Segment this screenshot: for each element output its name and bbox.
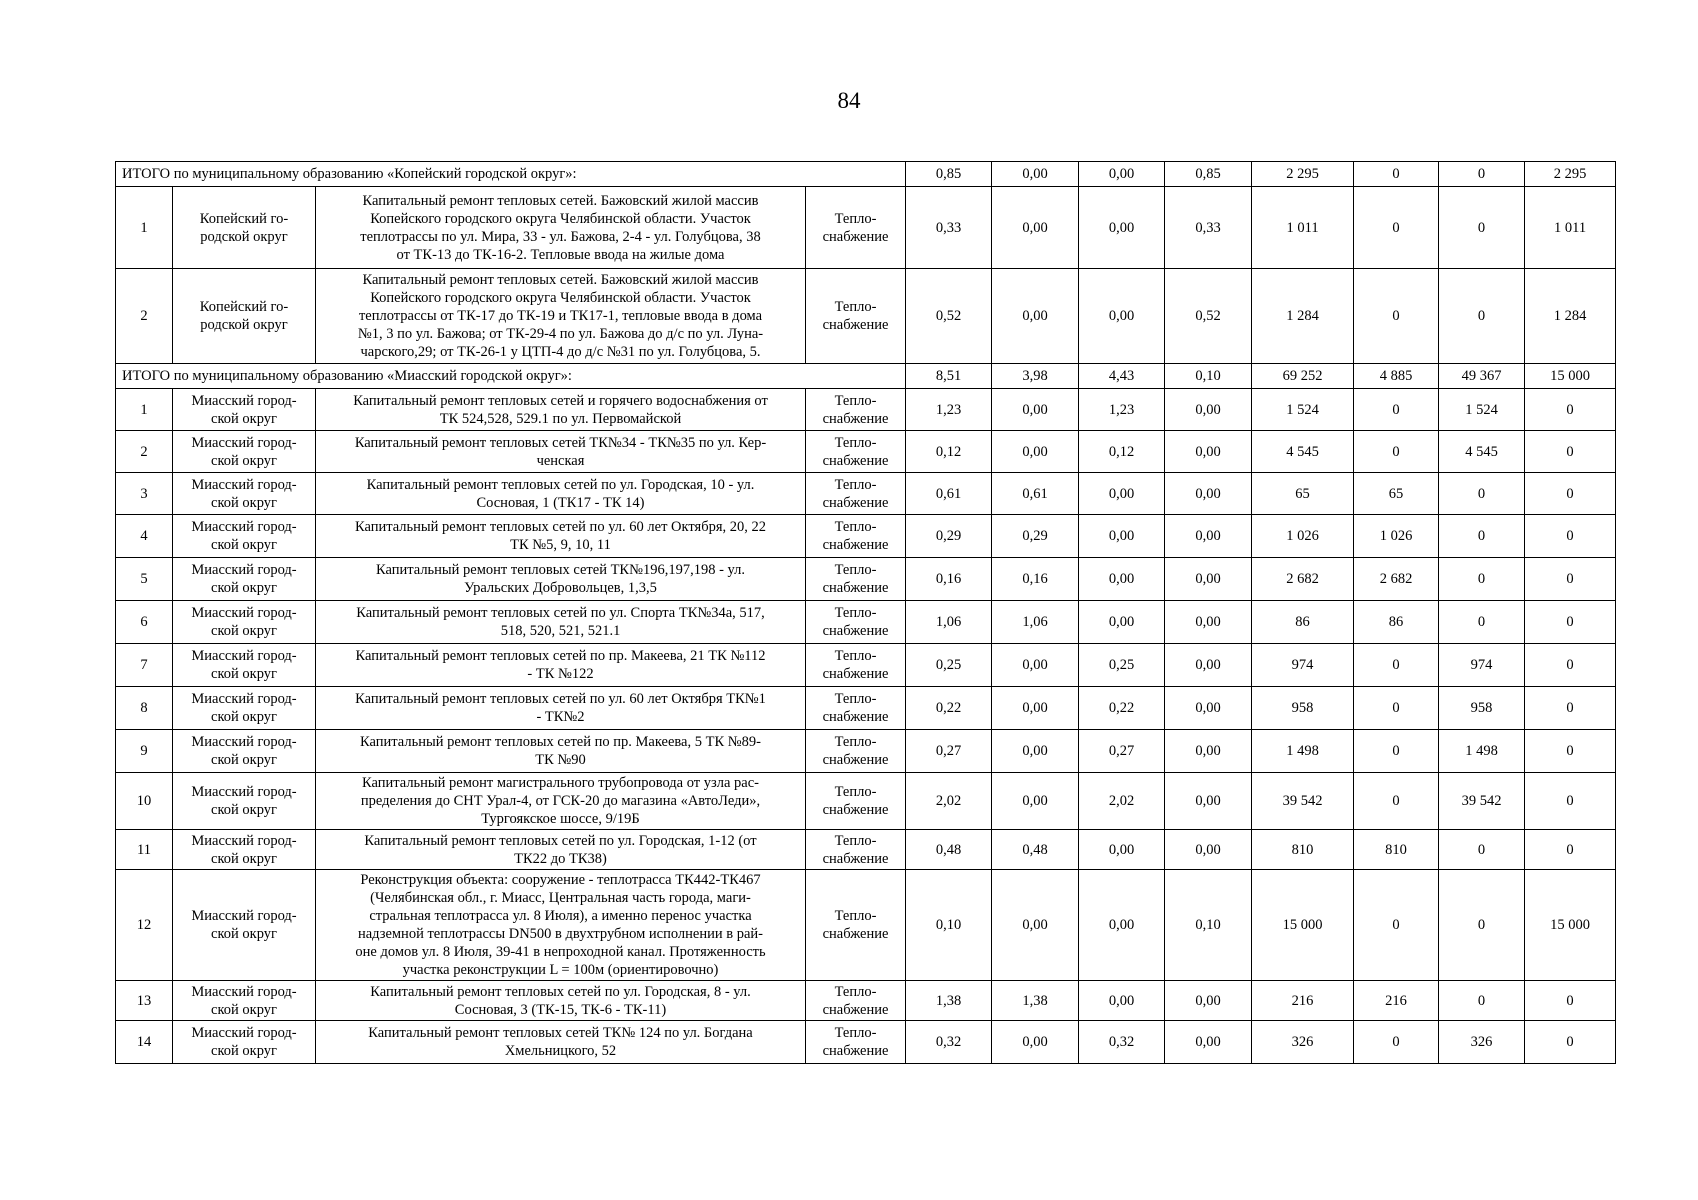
value-cell: 0 xyxy=(1439,870,1525,981)
value-cell: 0 xyxy=(1525,981,1616,1021)
value-cell: 0 xyxy=(1354,773,1439,830)
municipality-cell: Миасский город- ской округ xyxy=(173,870,316,981)
table-row xyxy=(116,515,1616,558)
value-cell: 0 xyxy=(1525,601,1616,644)
type-cell: Тепло- снабжение xyxy=(806,730,906,773)
municipality-cell: Копейский го- родской округ xyxy=(173,269,316,364)
value-cell: 0,00 xyxy=(992,644,1079,687)
row-number-cell: 10 xyxy=(116,773,173,830)
description-cell: Капитальный ремонт тепловых сетей ТК№34 - ТК№35 по ул. Кер- ченская xyxy=(316,431,806,473)
row-number-cell: 7 xyxy=(116,644,173,687)
value-cell: 0,00 xyxy=(1079,558,1165,601)
description-cell: Капитальный ремонт тепловых сетей по ул. Городская, 10 - ул. Сосновая, 1 (ТК17 - ТК 14) xyxy=(316,473,806,515)
value-cell: 0 xyxy=(1354,389,1439,431)
municipality-cell: Миасский город- ской округ xyxy=(173,558,316,601)
value-cell: 0 xyxy=(1354,1021,1439,1064)
value-cell: 0 xyxy=(1354,644,1439,687)
value-cell: 0,10 xyxy=(906,870,992,981)
municipality-cell: Копейский го- родской округ xyxy=(173,187,316,269)
value-cell: 0 xyxy=(1525,773,1616,830)
value-cell: 1 524 xyxy=(1439,389,1525,431)
table-row xyxy=(116,269,1616,364)
table-row xyxy=(116,870,1616,981)
municipality-cell: Миасский город- ской округ xyxy=(173,515,316,558)
value-cell: 0 xyxy=(1525,830,1616,870)
value-cell: 0,61 xyxy=(992,473,1079,515)
row-number-cell: 1 xyxy=(116,389,173,431)
value-cell: 4 545 xyxy=(1252,431,1354,473)
municipality-cell: Миасский город- ской округ xyxy=(173,389,316,431)
value-cell: 0 xyxy=(1354,870,1439,981)
total-value-cell: 49 367 xyxy=(1439,364,1525,389)
total-value-cell: 0,85 xyxy=(1165,162,1252,187)
value-cell: 0 xyxy=(1525,431,1616,473)
value-cell: 0,00 xyxy=(1079,515,1165,558)
value-cell: 216 xyxy=(1354,981,1439,1021)
value-cell: 958 xyxy=(1252,687,1354,730)
value-cell: 65 xyxy=(1354,473,1439,515)
municipality-cell: Миасский город- ской округ xyxy=(173,1021,316,1064)
value-cell: 958 xyxy=(1439,687,1525,730)
municipality-cell: Миасский город- ской округ xyxy=(173,601,316,644)
value-cell: 0,48 xyxy=(992,830,1079,870)
value-cell: 15 000 xyxy=(1252,870,1354,981)
value-cell: 0,00 xyxy=(1079,981,1165,1021)
type-cell: Тепло- снабжение xyxy=(806,558,906,601)
value-cell: 0,00 xyxy=(1165,431,1252,473)
value-cell: 1 284 xyxy=(1525,269,1616,364)
description-cell: Капитальный ремонт тепловых сетей ТК№ 124 по ул. Богдана Хмельницкого, 52 xyxy=(316,1021,806,1064)
row-number-cell: 1 xyxy=(116,187,173,269)
total-row xyxy=(116,364,1616,389)
value-cell: 1,06 xyxy=(906,601,992,644)
total-label: ИТОГО по муниципальному образованию «Миасский городской округ»: xyxy=(116,364,906,389)
value-cell: 4 545 xyxy=(1439,431,1525,473)
value-cell: 0,00 xyxy=(1079,830,1165,870)
description-cell: Капитальный ремонт тепловых сетей. Бажовский жилой массив Копейского городского округа Челябинской области. Участок теплотрассы по ул. Мира, 33 - ул. Бажова, 2-4 - ул. Голубцова, 38 от ТК-13 до ТК-16-2. Тепловые ввода на жилые дома xyxy=(316,187,806,269)
value-cell: 0,32 xyxy=(1079,1021,1165,1064)
value-cell: 1 026 xyxy=(1354,515,1439,558)
table-row xyxy=(116,1021,1616,1064)
total-value-cell: 4,43 xyxy=(1079,364,1165,389)
table-row xyxy=(116,431,1616,473)
row-number-cell: 6 xyxy=(116,601,173,644)
description-cell: Капитальный ремонт тепловых сетей ТК№196,197,198 - ул. Уральских Добровольцев, 1,3,5 xyxy=(316,558,806,601)
value-cell: 0 xyxy=(1525,730,1616,773)
value-cell: 1 524 xyxy=(1252,389,1354,431)
value-cell: 0,00 xyxy=(992,431,1079,473)
total-value-cell: 69 252 xyxy=(1252,364,1354,389)
value-cell: 0,27 xyxy=(906,730,992,773)
value-cell: 0,48 xyxy=(906,830,992,870)
total-value-cell: 0 xyxy=(1354,162,1439,187)
value-cell: 0 xyxy=(1525,1021,1616,1064)
value-cell: 974 xyxy=(1439,644,1525,687)
row-number-cell: 3 xyxy=(116,473,173,515)
total-value-cell: 2 295 xyxy=(1252,162,1354,187)
value-cell: 0,00 xyxy=(1165,981,1252,1021)
table-row xyxy=(116,773,1616,830)
type-cell: Тепло- снабжение xyxy=(806,187,906,269)
value-cell: 0,00 xyxy=(1165,687,1252,730)
municipality-cell: Миасский город- ской округ xyxy=(173,730,316,773)
value-cell: 0,25 xyxy=(1079,644,1165,687)
value-cell: 0,00 xyxy=(992,870,1079,981)
value-cell: 0,00 xyxy=(992,687,1079,730)
description-cell: Капитальный ремонт магистрального трубопровода от узла рас- пределения до СНТ Урал-4, от ГСК-20 до магазина «АвтоЛеди», Тургоякское шоссе, 9/19Б xyxy=(316,773,806,830)
value-cell: 326 xyxy=(1252,1021,1354,1064)
value-cell: 39 542 xyxy=(1252,773,1354,830)
value-cell: 0,25 xyxy=(906,644,992,687)
table-row xyxy=(116,981,1616,1021)
value-cell: 0,00 xyxy=(1165,601,1252,644)
value-cell: 0,00 xyxy=(1165,830,1252,870)
value-cell: 0,29 xyxy=(992,515,1079,558)
value-cell: 1 011 xyxy=(1525,187,1616,269)
value-cell: 0,22 xyxy=(1079,687,1165,730)
value-cell: 0,00 xyxy=(1165,773,1252,830)
description-cell: Реконструкция объекта: сооружение - теплотрасса ТК442-ТК467 (Челябинская обл., г. Миасс, Центральная часть города, маги- стральная теплотрасса ул. 8 Июля), а именно перенос участка надземной теплотрассы DN500 в двухтрубном исполнении в рай- оне домов ул. 8 Июля, 39-41 в непроходной канал. Протяженность участка реконструкции L = 100м (ориентировочно) xyxy=(316,870,806,981)
value-cell: 0 xyxy=(1525,558,1616,601)
municipality-cell: Миасский город- ской округ xyxy=(173,644,316,687)
value-cell: 1 498 xyxy=(1439,730,1525,773)
total-label: ИТОГО по муниципальному образованию «Копейский городской округ»: xyxy=(116,162,906,187)
row-number-cell: 12 xyxy=(116,870,173,981)
value-cell: 2,02 xyxy=(906,773,992,830)
type-cell: Тепло- снабжение xyxy=(806,773,906,830)
type-cell: Тепло- снабжение xyxy=(806,830,906,870)
value-cell: 0,52 xyxy=(906,269,992,364)
value-cell: 86 xyxy=(1252,601,1354,644)
type-cell: Тепло- снабжение xyxy=(806,389,906,431)
row-number-cell: 2 xyxy=(116,269,173,364)
row-number-cell: 9 xyxy=(116,730,173,773)
value-cell: 0 xyxy=(1439,269,1525,364)
value-cell: 0,32 xyxy=(906,1021,992,1064)
value-cell: 65 xyxy=(1252,473,1354,515)
value-cell: 1,06 xyxy=(992,601,1079,644)
value-cell: 86 xyxy=(1354,601,1439,644)
value-cell: 1,23 xyxy=(1079,389,1165,431)
table-row xyxy=(116,601,1616,644)
value-cell: 0,00 xyxy=(1079,187,1165,269)
value-cell: 2,02 xyxy=(1079,773,1165,830)
value-cell: 0,00 xyxy=(1079,870,1165,981)
value-cell: 0,00 xyxy=(1079,601,1165,644)
value-cell: 0,00 xyxy=(992,773,1079,830)
row-number-cell: 14 xyxy=(116,1021,173,1064)
value-cell: 0 xyxy=(1525,389,1616,431)
total-value-cell: 0,85 xyxy=(906,162,992,187)
total-value-cell: 15 000 xyxy=(1525,364,1616,389)
table-row xyxy=(116,730,1616,773)
total-value-cell: 0 xyxy=(1439,162,1525,187)
value-cell: 0 xyxy=(1354,187,1439,269)
value-cell: 2 682 xyxy=(1354,558,1439,601)
type-cell: Тепло- снабжение xyxy=(806,515,906,558)
value-cell: 39 542 xyxy=(1439,773,1525,830)
value-cell: 0,33 xyxy=(1165,187,1252,269)
description-cell: Капитальный ремонт тепловых сетей по ул. Городская, 8 - ул. Сосновая, 3 (ТК-15, ТК-6 - ТК-11) xyxy=(316,981,806,1021)
value-cell: 0,00 xyxy=(992,187,1079,269)
value-cell: 0 xyxy=(1354,687,1439,730)
value-cell: 0,33 xyxy=(906,187,992,269)
description-cell: Капитальный ремонт тепловых сетей по ул. Городская, 1-12 (от ТК22 до ТК38) xyxy=(316,830,806,870)
value-cell: 0 xyxy=(1525,687,1616,730)
value-cell: 0,12 xyxy=(1079,431,1165,473)
table-row xyxy=(116,558,1616,601)
row-number-cell: 11 xyxy=(116,830,173,870)
value-cell: 0 xyxy=(1354,269,1439,364)
total-row xyxy=(116,162,1616,187)
value-cell: 0 xyxy=(1354,730,1439,773)
value-cell: 0 xyxy=(1439,187,1525,269)
total-value-cell: 0,00 xyxy=(992,162,1079,187)
type-cell: Тепло- снабжение xyxy=(806,473,906,515)
value-cell: 0 xyxy=(1525,515,1616,558)
value-cell: 0,16 xyxy=(992,558,1079,601)
total-value-cell: 0,00 xyxy=(1079,162,1165,187)
row-number-cell: 5 xyxy=(116,558,173,601)
value-cell: 0 xyxy=(1439,473,1525,515)
value-cell: 0,00 xyxy=(1165,1021,1252,1064)
value-cell: 0,61 xyxy=(906,473,992,515)
value-cell: 1 284 xyxy=(1252,269,1354,364)
table-body xyxy=(116,162,1616,1064)
value-cell: 0,00 xyxy=(1079,473,1165,515)
value-cell: 0 xyxy=(1525,644,1616,687)
value-cell: 0 xyxy=(1439,981,1525,1021)
value-cell: 0,00 xyxy=(1165,730,1252,773)
value-cell: 0,27 xyxy=(1079,730,1165,773)
municipality-cell: Миасский город- ской округ xyxy=(173,981,316,1021)
total-value-cell: 2 295 xyxy=(1525,162,1616,187)
type-cell: Тепло- снабжение xyxy=(806,1021,906,1064)
value-cell: 0 xyxy=(1439,830,1525,870)
municipality-cell: Миасский город- ской округ xyxy=(173,473,316,515)
value-cell: 0,00 xyxy=(1165,473,1252,515)
value-cell: 1 026 xyxy=(1252,515,1354,558)
value-cell: 0,12 xyxy=(906,431,992,473)
value-cell: 0 xyxy=(1439,601,1525,644)
investment-program-table xyxy=(115,161,1616,1064)
value-cell: 2 682 xyxy=(1252,558,1354,601)
municipality-cell: Миасский город- ской округ xyxy=(173,773,316,830)
value-cell: 810 xyxy=(1252,830,1354,870)
value-cell: 0,52 xyxy=(1165,269,1252,364)
type-cell: Тепло- снабжение xyxy=(806,687,906,730)
value-cell: 0,00 xyxy=(992,269,1079,364)
type-cell: Тепло- снабжение xyxy=(806,269,906,364)
table-row xyxy=(116,473,1616,515)
row-number-cell: 4 xyxy=(116,515,173,558)
value-cell: 0,29 xyxy=(906,515,992,558)
value-cell: 0,16 xyxy=(906,558,992,601)
value-cell: 0 xyxy=(1354,431,1439,473)
value-cell: 326 xyxy=(1439,1021,1525,1064)
type-cell: Тепло- снабжение xyxy=(806,431,906,473)
value-cell: 0,00 xyxy=(1079,269,1165,364)
value-cell: 810 xyxy=(1354,830,1439,870)
description-cell: Капитальный ремонт тепловых сетей. Бажовский жилой массив Копейского городского округа Челябинской области. Участок теплотрассы от ТК-17 до ТК-19 и ТК17-1, тепловые ввода в дома №1, 3 по ул. Бажова; от ТК-29-4 по ул. Бажова до д/с по ул. Луна- чарского,29; от ТК-26-1 у ЦТП-4 до д/с №31 по ул. Голубцова, 5. xyxy=(316,269,806,364)
description-cell: Капитальный ремонт тепловых сетей и горячего водоснабжения от ТК 524,528, 529.1 по ул. Первомайской xyxy=(316,389,806,431)
page-number: 84 xyxy=(837,88,861,113)
value-cell: 216 xyxy=(1252,981,1354,1021)
municipality-cell: Миасский город- ской округ xyxy=(173,687,316,730)
type-cell: Тепло- снабжение xyxy=(806,601,906,644)
description-cell: Капитальный ремонт тепловых сетей по ул. Спорта ТК№34а, 517, 518, 520, 521, 521.1 xyxy=(316,601,806,644)
value-cell: 15 000 xyxy=(1525,870,1616,981)
value-cell: 0,00 xyxy=(992,389,1079,431)
type-cell: Тепло- снабжение xyxy=(806,981,906,1021)
value-cell: 0 xyxy=(1439,558,1525,601)
value-cell: 0,22 xyxy=(906,687,992,730)
table-row xyxy=(116,830,1616,870)
table-row xyxy=(116,687,1616,730)
table-row xyxy=(116,644,1616,687)
value-cell: 0,00 xyxy=(1165,515,1252,558)
row-number-cell: 13 xyxy=(116,981,173,1021)
type-cell: Тепло- снабжение xyxy=(806,644,906,687)
value-cell: 1,38 xyxy=(906,981,992,1021)
value-cell: 974 xyxy=(1252,644,1354,687)
value-cell: 0 xyxy=(1439,515,1525,558)
total-value-cell: 8,51 xyxy=(906,364,992,389)
description-cell: Капитальный ремонт тепловых сетей по ул. 60 лет Октября, 20, 22 ТК №5, 9, 10, 11 xyxy=(316,515,806,558)
value-cell: 1 011 xyxy=(1252,187,1354,269)
total-value-cell: 4 885 xyxy=(1354,364,1439,389)
type-cell: Тепло- снабжение xyxy=(806,870,906,981)
value-cell: 0,00 xyxy=(992,730,1079,773)
table-row xyxy=(116,389,1616,431)
value-cell: 0,00 xyxy=(1165,558,1252,601)
municipality-cell: Миасский город- ской округ xyxy=(173,830,316,870)
row-number-cell: 2 xyxy=(116,431,173,473)
total-value-cell: 3,98 xyxy=(992,364,1079,389)
value-cell: 0,00 xyxy=(1165,389,1252,431)
value-cell: 0,10 xyxy=(1165,870,1252,981)
description-cell: Капитальный ремонт тепловых сетей по пр. Макеева, 21 ТК №112 - ТК №122 xyxy=(316,644,806,687)
value-cell: 0,00 xyxy=(992,1021,1079,1064)
value-cell: 0,00 xyxy=(1165,644,1252,687)
municipality-cell: Миасский город- ской округ xyxy=(173,431,316,473)
row-number-cell: 8 xyxy=(116,687,173,730)
total-value-cell: 0,10 xyxy=(1165,364,1252,389)
value-cell: 1,23 xyxy=(906,389,992,431)
description-cell: Капитальный ремонт тепловых сетей по ул. 60 лет Октября ТК№1 - ТК№2 xyxy=(316,687,806,730)
value-cell: 0 xyxy=(1525,473,1616,515)
table-row xyxy=(116,187,1616,269)
value-cell: 1 498 xyxy=(1252,730,1354,773)
value-cell: 1,38 xyxy=(992,981,1079,1021)
description-cell: Капитальный ремонт тепловых сетей по пр. Макеева, 5 ТК №89- ТК №90 xyxy=(316,730,806,773)
